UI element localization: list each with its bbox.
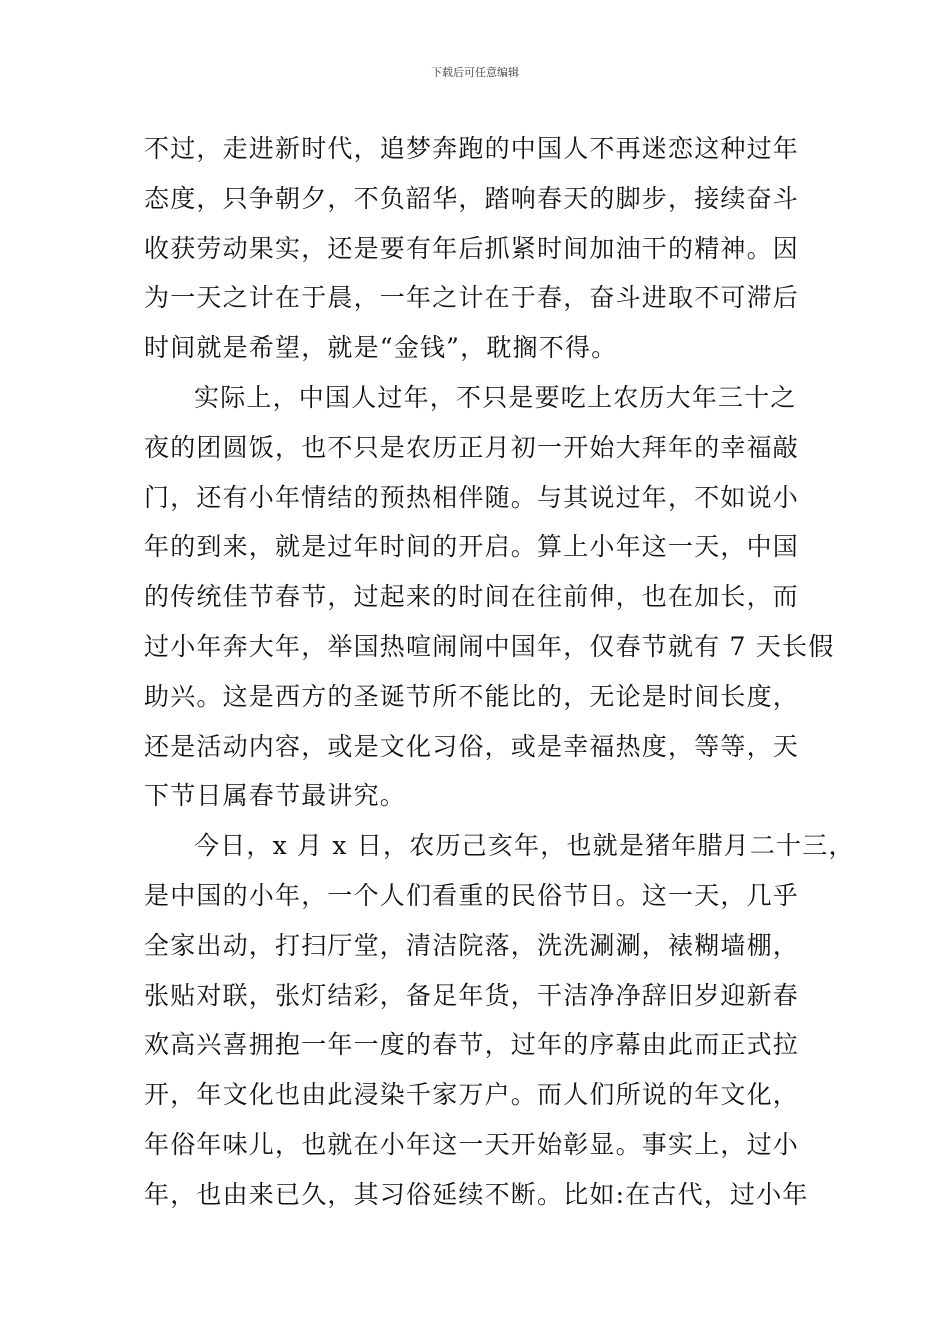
page-header-note: 下载后可任意编辑 [431, 66, 519, 79]
text-line: 还是活动内容，或是文化习俗，或是幸福热度，等等，天 [144, 731, 800, 761]
text-line: 夜的团圆饭，也不只是农历正月初一开始大拜年的幸福敲 [144, 432, 800, 462]
paragraph-1 [144, 124, 834, 373]
text-line: 下节日属春节最讲究。 [144, 781, 407, 811]
text-line: 全家出动，打扫厅堂，清洁院落，洗洗涮涮，裱糊墙棚， [144, 930, 800, 960]
text-line: 收获劳动果实，还是要有年后抓紧时间加油干的精神。因 [144, 233, 800, 263]
text-line: 时间就是希望，就是“金钱”，耽搁不得。 [144, 333, 618, 363]
text-line: 年俗年味儿，也就在小年这一天开始彰显。事实上，过小 [144, 1129, 800, 1159]
text-line: 开，年文化也由此浸染千家万户。而人们所说的年文化， [144, 1080, 800, 1110]
text-line: 为一天之计在于晨，一年之计在于春，奋斗进取不可滞后 [144, 283, 800, 313]
paragraph-3 [144, 821, 855, 1219]
text-line: 年，也由来已久，其习俗延续不断。比如:在古代，过小年 [144, 1179, 809, 1209]
paragraph-2 [144, 373, 834, 821]
text-line: 张贴对联，张灯结彩，备足年货，干洁净净辞旧岁迎新春 [144, 980, 800, 1010]
text-line: 今日，x 月 x 日，农历己亥年，也就是猪年腊月二十三， [194, 831, 855, 861]
text-line: 不过，走进新时代，追梦奔跑的中国人不再迷恋这种过年 [144, 134, 800, 163]
text-line: 助兴。这是西方的圣诞节所不能比的，无论是时间长度， [144, 681, 800, 711]
text-line: 年的到来，就是过年时间的开启。算上小年这一天，中国 [144, 532, 800, 562]
text-line: 是中国的小年，一个人们看重的民俗节日。这一天，几乎 [144, 880, 800, 910]
document-body [144, 124, 855, 1220]
text-line: 的传统佳节春节，过起来的时间在往前伸，也在加长，而 [144, 582, 800, 612]
text-line: 实际上，中国人过年，不只是要吃上农历大年三十之 [194, 382, 797, 412]
text-line: 门，还有小年情结的预热相伴随。与其说过年，不如说小 [144, 482, 800, 512]
text-line: 欢高兴喜拥抱一年一度的春节，过年的序幕由此而正式拉 [144, 1030, 800, 1060]
text-line: 过小年奔大年，举国热喧闹闹中国年，仅春节就有 7 天长假 [144, 631, 835, 661]
text-line: 态度，只争朝夕，不负韶华，踏响春天的脚步，接续奋斗 [144, 183, 800, 213]
